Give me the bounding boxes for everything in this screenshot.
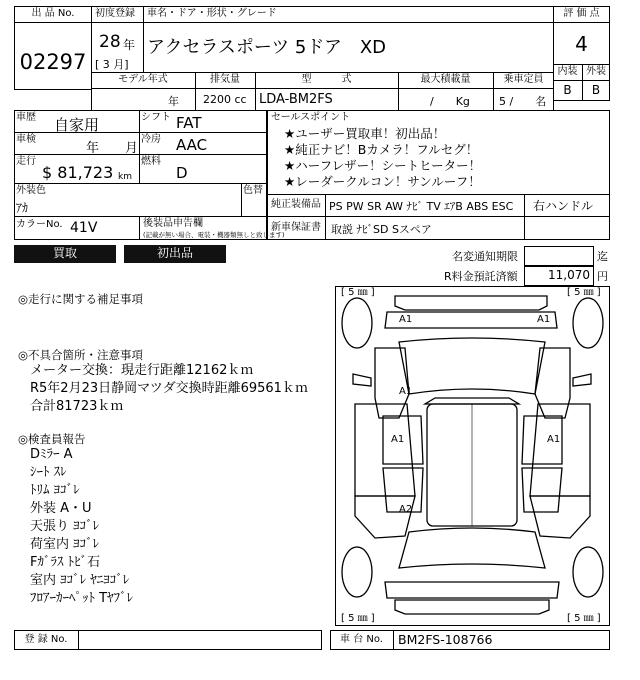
inspector-report-title: ◎検査員報告 — [18, 432, 86, 446]
car-name-label: 車名・ドア・形状・グレード — [147, 8, 277, 19]
displacement-label: 排気量 — [210, 74, 240, 85]
model-type: LDA-BM2FS — [259, 92, 333, 107]
ac-value: AAC — [176, 136, 208, 154]
shift-label: シフト — [141, 112, 171, 123]
recycle-label: R料金預託済額 — [444, 270, 518, 283]
tire-front-left-depth: [ 5 ㎜ ] — [341, 287, 375, 298]
mark-left-front-fender: A1 — [399, 386, 413, 397]
sales-point-line-1: ★ユーザー買取車！初出品！ — [284, 126, 446, 141]
inspection-label: 車検 — [16, 134, 36, 145]
tire-rear-left-depth: [ 5 ㎜ ] — [341, 613, 375, 624]
fuel-label: 燃料 — [141, 156, 161, 167]
exterior-grade: B — [591, 83, 601, 97]
capacity-value: 5 / 名 — [499, 95, 547, 108]
inspector-line-6: 荷室内 ﾖｺﾞﾚ — [30, 537, 100, 552]
ac-label: 冷房 — [141, 134, 161, 145]
mark-front-bumper-left: A1 — [399, 314, 413, 325]
sales-point-line-3: ★ハーフレザー！シートヒーター！ — [284, 158, 482, 173]
mark-right-front-door: A1 — [547, 434, 561, 445]
exterior-label: 外装 — [586, 66, 606, 77]
tire-front-right-depth: [ 5 ㎜ ] — [567, 287, 601, 298]
max-load-label: 最大積載量 — [420, 74, 471, 85]
mark-front-bumper-right: A1 — [537, 314, 551, 325]
color-label: 外装色 — [16, 185, 46, 196]
max-load-value: / Kg — [430, 95, 470, 108]
registration-year-unit: 年 — [123, 38, 136, 52]
warranty-items: 取説 ﾅﾋﾞSD Sスペア — [331, 223, 432, 236]
equipment-items: PS PW SR AW ﾅﾋﾞ TV ｴｱB ABS ESC — [329, 200, 514, 213]
mileage-label: 走行 — [16, 156, 36, 167]
shift-value: FAT — [176, 114, 202, 132]
car-damage-diagram — [335, 286, 610, 626]
recycle-value: 11,070 — [548, 268, 590, 282]
history-label: 車歴 — [16, 112, 36, 123]
lot-label: 出 品 No. — [31, 8, 75, 19]
mark-left-rear-door: A2 — [399, 504, 413, 515]
handle-side: 右ハンドル — [533, 199, 594, 213]
type-label: 型 式 — [301, 74, 352, 85]
equipment-label: 純正装備品 — [271, 199, 321, 210]
model-year-unit: 年 — [168, 95, 179, 108]
chassis-no-value: BM2FS-108766 — [398, 632, 493, 647]
inspector-line-2: ｼｰﾄ ｽﾚ — [30, 465, 67, 480]
aftermarket-label: 後装品申告欄 — [143, 218, 203, 229]
inspector-line-4: 外装 A・U — [30, 501, 92, 516]
recolor-label: 色替 — [243, 185, 263, 196]
defect-notes-title: ◎不具合箇所・注意事項 — [18, 348, 144, 362]
inspector-line-7: Fｶﾞﾗｽ ﾄﾋﾞ石 — [30, 555, 101, 570]
inspection-value: 年 月 — [86, 141, 139, 156]
inspector-line-1: Dﾐﾗｰ A — [30, 447, 73, 462]
score-label: 評 価 点 — [563, 8, 600, 19]
inspector-line-3: ﾄﾘﾑ ﾖｺﾞﾚ — [30, 483, 80, 498]
first-listing-badge: 初出品 — [124, 245, 226, 263]
score-value: 4 — [575, 32, 588, 56]
mark-left-front-door: A1 — [391, 434, 405, 445]
warranty-label: 新車保証書 — [271, 222, 321, 233]
defect-line-3: 合計81723ｋｍ — [30, 399, 124, 414]
lot-number: 02297 — [19, 50, 87, 74]
model-year-label: モデル年式 — [118, 74, 168, 85]
travel-notes-title: ◎走行に関する補足事項 — [18, 292, 144, 306]
buy-badge: 買取 — [14, 245, 116, 263]
mileage-unit: km — [118, 172, 132, 182]
sales-point-line-4: ★レーダークルコン！サンルーフ！ — [284, 174, 481, 189]
color-no-value: 41V — [70, 220, 98, 236]
history-value: 自家用 — [54, 116, 100, 134]
notice-deadline-label: 名変通知期限 — [452, 250, 518, 263]
inspector-line-5: 天張り ﾖｺﾞﾚ — [30, 519, 100, 534]
defect-line-2: R5年2月23日静岡マツダ交換時距離69561ｋｍ — [30, 381, 308, 396]
registration-year: 28 — [99, 32, 121, 52]
chassis-no-label: 車 台 No. — [340, 634, 383, 645]
notice-deadline-unit: 迄 — [597, 250, 608, 263]
tire-rear-right-depth: [ 5 ㎜ ] — [567, 613, 601, 624]
color-no-label: カラーNo. — [16, 219, 63, 230]
interior-label: 内装 — [557, 66, 578, 77]
fuel-value: D — [176, 164, 188, 182]
inspector-line-8: 室内 ﾖｺﾞﾚ ﾔﾆﾖｺﾞﾚ — [30, 573, 130, 588]
registration-no-label: 登 録 No. — [24, 634, 68, 645]
notice-deadline-box — [524, 246, 594, 266]
defect-line-1: メーター交換：現走行距離12162ｋｍ — [30, 363, 254, 378]
registration-month: [ 3 月] — [95, 58, 129, 71]
sales-point-title: セールスポイント — [271, 112, 351, 123]
sales-point-line-2: ★純正ナビ！Bカメラ！フルセグ！ — [284, 142, 479, 157]
displacement-value: 2200 cc — [203, 93, 247, 106]
inspector-line-9: ﾌﾛｱｰｶｰﾍﾟｯﾄ Tﾔﾌﾞﾚ — [30, 591, 134, 606]
mileage-value: $ 81,723 — [42, 163, 114, 182]
recycle-unit: 円 — [597, 270, 608, 283]
car-name: アクセラスポーツ 5ドア XD — [147, 37, 387, 58]
capacity-label: 乗車定員 — [503, 74, 544, 85]
aftermarket-note: (記載が無い場合、電装・機器類無しと致します) — [143, 231, 285, 239]
first-registration-label: 初度登録 — [95, 8, 135, 19]
interior-grade: B — [563, 83, 572, 97]
color-value: ｱｶ — [16, 201, 29, 215]
